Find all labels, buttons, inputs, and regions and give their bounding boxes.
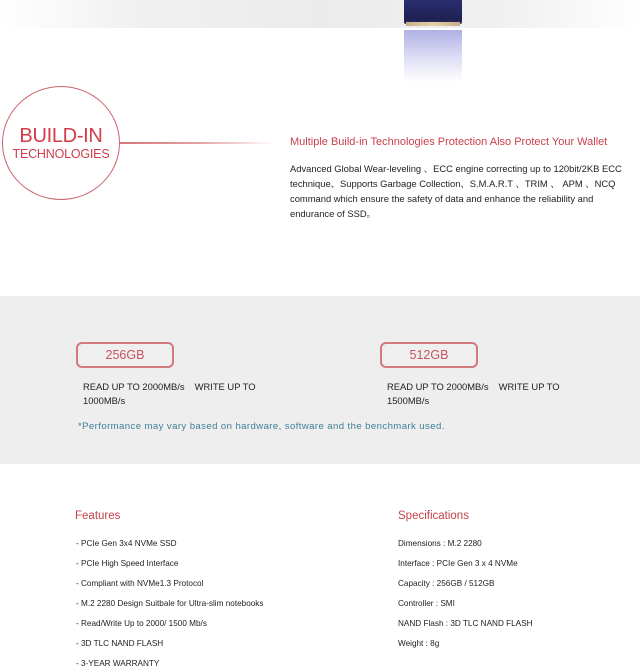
- specifications-title: Specifications: [398, 510, 469, 522]
- read-speed-512gb: READ UP TO 2000MB/s: [387, 381, 489, 392]
- feature-item: - Read/Write Up to 2000/ 1500 Mb/s: [76, 619, 207, 628]
- performance-disclaimer: *Performance may vary based on hardware, software and the benchmark used.: [78, 421, 445, 432]
- ssd-reflection: [404, 30, 462, 82]
- write-speed-256gb: WRITE UP TO 1000MB/s: [83, 381, 256, 406]
- ssd-connector-pins: [406, 22, 460, 26]
- capacity-badge-512gb: 512GB: [380, 342, 478, 368]
- specifications-list: [398, 534, 533, 654]
- performance-text-256gb: [83, 380, 293, 408]
- feature-item: - M.2 2280 Design Suitbale for Ultra-slim notebooks: [76, 599, 264, 608]
- build-in-description: Advanced Global Wear-leveling 、ECC engine correcting up to 120bit/2KB ECC technique、Supports Garbage Collection、S.M.A.R.T 、TRIM 、 APM 、NCQ command which ensure the safety of data and enhance the reliability and endurance of SSD。: [290, 163, 622, 219]
- write-speed-512gb: WRITE UP TO 1500MB/s: [387, 381, 560, 406]
- build-in-badge-title: BUILD-IN: [19, 124, 103, 147]
- hero-background: [0, 0, 640, 28]
- features-title: Features: [75, 510, 121, 522]
- spec-item: Capacity : 256GB / 512GB: [398, 579, 495, 588]
- spec-item: Weight : 8g: [398, 639, 440, 648]
- feature-item: - 3-YEAR WARRANTY: [76, 659, 160, 668]
- feature-item: - 3D TLC NAND FLASH: [76, 639, 164, 648]
- build-in-heading: Multiple Build-in Technologies Protection Also Protect Your Wallet: [290, 136, 608, 148]
- badge-connector-line: [120, 142, 275, 144]
- feature-item: - Compliant with NVMe1.3 Protocol: [76, 579, 204, 588]
- spec-item: Controller : SMI: [398, 599, 455, 608]
- spec-item: Dimensions : M.2 2280: [398, 539, 482, 548]
- feature-item: - PCIe Gen 3x4 NVMe SSD: [76, 539, 177, 548]
- read-speed-256gb: READ UP TO 2000MB/s: [83, 381, 185, 392]
- build-in-badge-subtitle: TECHNOLOGIES: [12, 146, 110, 161]
- ssd-product-image: [404, 0, 462, 24]
- feature-item: - PCIe High Speed Interface: [76, 559, 179, 568]
- spec-item: Interface : PCIe Gen 3 x 4 NVMe: [398, 559, 518, 568]
- features-list: [76, 534, 264, 669]
- build-in-badge-circle: [2, 86, 120, 200]
- spec-item: NAND Flash : 3D TLC NAND FLASH: [398, 619, 533, 628]
- performance-text-512gb: [387, 380, 597, 408]
- capacity-badge-256gb: 256GB: [76, 342, 174, 368]
